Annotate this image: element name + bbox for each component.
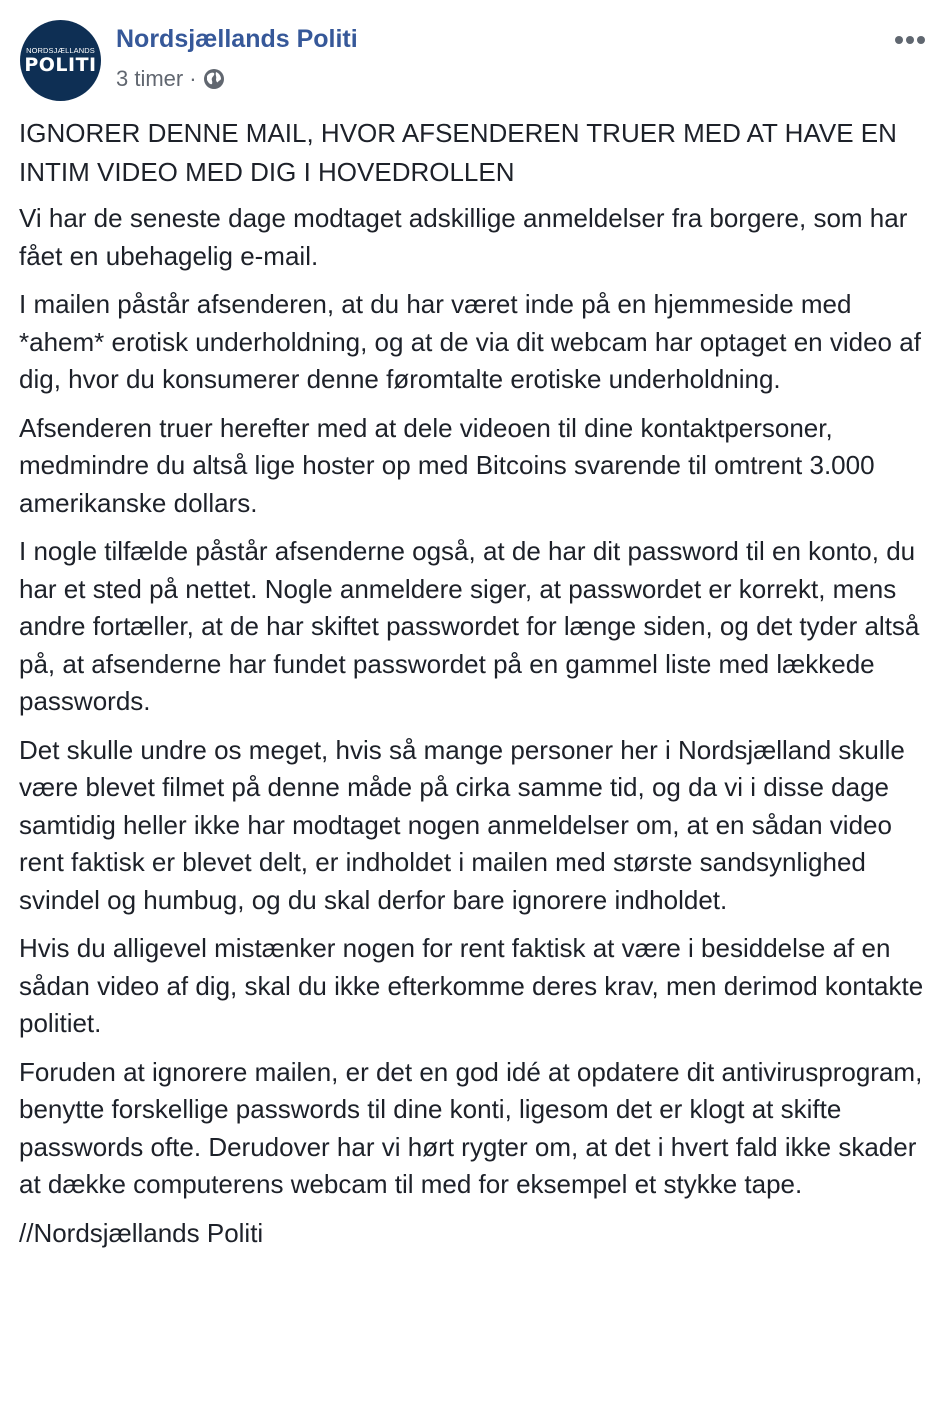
post-paragraph: I mailen påstår afsenderen, at du har været inde på en hjemmeside med *ahem* erotisk underholdning, og at de via dit webcam har optaget en video af dig, hvor du konsumerer denne føromtalte erotiske underholdning. [19,289,921,394]
globe-icon[interactable] [203,68,225,90]
post-paragraph: Afsenderen truer herefter med at dele videoen til dine kontaktpersoner, medmindre du altså lige hoster op med Bitcoins svarende til omtrent 3.000 amerikanske dollars. [19,412,875,518]
post-header [20,20,943,102]
more-dot [917,36,925,44]
more-dot [895,36,903,44]
avatar[interactable] [20,20,101,101]
post-paragraph: Hvis du alligevel mistænker nogen for rent faktisk at være i besiddelse af en sådan video af dig, skal du ikke efterkomme deres krav, men derimod kontakte politiet. [19,933,924,1038]
post-paragraph: Vi har de seneste dage modtaget adskillige anmeldelser fra borgere, som har fået en ubehagelig e-mail. [19,203,908,271]
timestamp-link[interactable]: 3 timer [116,66,184,91]
author-name-link[interactable]: Nordsjællands Politi [116,25,358,53]
avatar-logo-line1: NORDSJÆLLANDS [26,46,95,55]
post-paragraph: Foruden at ignorere mailen, er det en god idé at opdatere dit antivirusprogram, benytte forskellige passwords til dine konti, ligesom det er klogt at skifte passwords ofte. Derudover har vi hørt rygter om, at det i hvert fald ikke skader at dække computerens webcam til med for eksempel et stykke tape. [19,1056,923,1199]
post-body [19,114,924,1263]
more-options-icon[interactable] [895,36,925,44]
post-paragraph: I nogle tilfælde påstår afsenderne også, at de har dit password til en konto, du har et sted på nettet. Nogle anmeldere siger, at passwordet er korrekt, mens andre fortæller, at de har skiftet passwordet for længe siden, og det tyder altså på, at afsenderne har fundet passwordet på en gammel liste med lækkede passwords. [19,536,920,716]
more-dot [906,36,914,44]
post-headline: IGNORER DENNE MAIL, HVOR AFSENDEREN TRUER MED AT HAVE EN INTIM VIDEO MED DIG I HOVEDROLLEN [19,118,897,187]
meta-separator: · [189,66,197,91]
post-meta [116,66,225,92]
post-signature: //Nordsjællands Politi [19,1217,264,1248]
avatar-logo-line2: POLITI [24,54,97,76]
post-paragraph: Det skulle undre os meget, hvis så mange personer her i Nordsjælland skulle være blevet filmet på denne måde på cirka samme tid, og da vi i disse dage samtidig heller ikke har modtaget nogen anmeldelser om, at en sådan video rent faktisk er blevet delt, er indholdet i mailen med største sandsynlighed svindel og humbug, og du skal derfor bare ignorere indholdet. [19,734,905,915]
